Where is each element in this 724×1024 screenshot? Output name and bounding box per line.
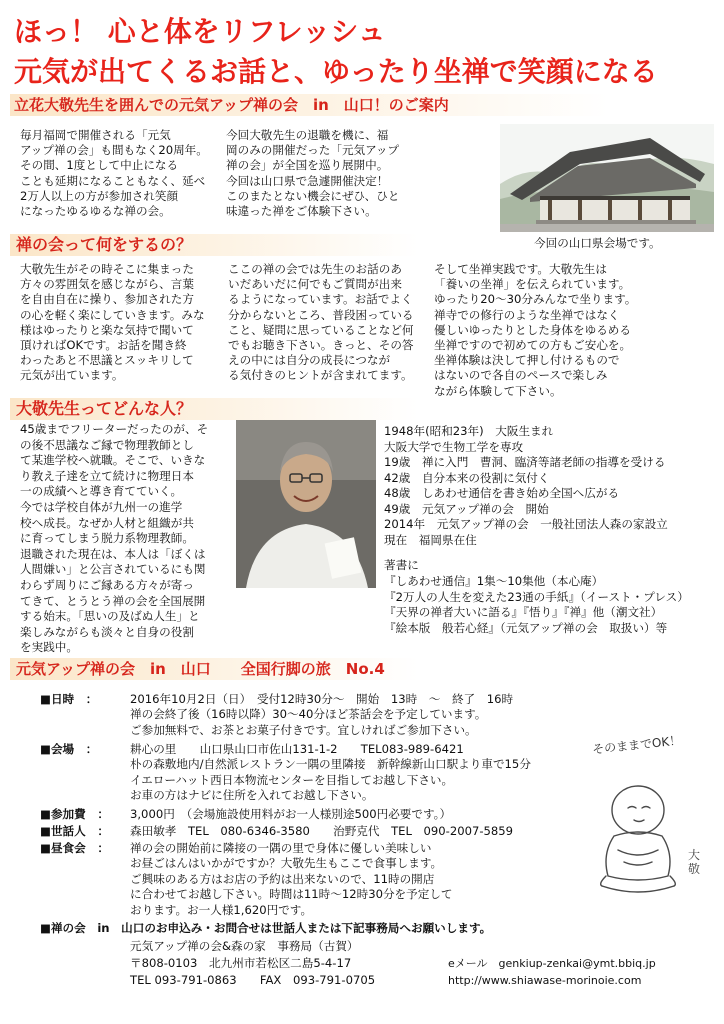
what-line: 大敬先生がその時そこに集まった — [20, 262, 194, 276]
timeline-item: 48歳 しあわせ通信を書き始め全国へ広がる — [384, 486, 620, 500]
venue-photo — [500, 124, 714, 232]
what-line: わったあと不思議とスッキリして — [20, 353, 194, 368]
what-line: 様はゆったりと楽な気持で聞いて — [20, 322, 194, 337]
timeline-item: 現在 福岡県在住 — [384, 532, 477, 547]
timeline-item: 42歳 自分本来の役割に気付く — [384, 470, 550, 485]
timeline-item: 49歳 元気アップ禅の会 開始 — [384, 501, 549, 516]
contact-heading: ■禅の会 in 山口のお申込み・お問合せは世話人または下記事務局へお願いします。 — [40, 921, 492, 935]
books-list — [384, 574, 714, 636]
org-tel-fax: TEL 093-791-0863 FAX 093-791-0705 — [130, 973, 376, 987]
bio-line: て某進学校へ就職。そこで、いきな — [20, 453, 206, 468]
intro-line: 今回大敬先生の退職を機に、福 — [226, 128, 389, 142]
timeline-item: 2014年 元気アップ禅の会 一般社団法人森の家設立 — [384, 517, 668, 531]
books-label: 著書に — [384, 558, 419, 572]
bio-line: 一の成績へと導き育てていく。 — [20, 484, 183, 499]
lunch-line: に合わせてお越し下さい。時間は11時～12時30分を予定して — [130, 887, 453, 902]
bio-line: に育ってしまう脱力系物理教師。 — [20, 531, 194, 546]
lunch-line: ご興味のある方はお店の予約は出来ないので、11時の開店 — [130, 871, 435, 886]
intro-line: ことも延期になることもなく、延べ — [20, 173, 206, 188]
book-item: 『絵本版 般若心経』（元気アップ禅の会 取扱い）等 — [384, 620, 668, 635]
intro-line: このまたとない機会にぜひ、ひと — [226, 188, 400, 203]
portrait-person-icon — [236, 420, 376, 588]
what-line: を自由自在に操り、参加された方 — [20, 292, 194, 307]
bio-line: 今では学校自体が九州一の進学 — [20, 499, 183, 514]
who-bio — [20, 422, 230, 656]
org-email: eメール genkiup-zenkai@ymt.bbiq.jp — [448, 957, 656, 970]
what-line: こと、疑問に思っていることなど何 — [228, 322, 414, 337]
org-url[interactable]: http://www.shiawase-morinoie.com — [448, 974, 642, 987]
timeline-item: 1948年(昭和23年) 大阪生まれ — [384, 424, 554, 438]
venue-line: 耕心の里 山口県山口市佐山131-1-2 TEL083-989-6421 — [130, 742, 464, 756]
what-line: 元気が出ています。 — [20, 368, 124, 383]
what-line: 「養いの坐禅」を伝えられています。 — [434, 277, 631, 292]
what-title: 禅の会って何をするの？ — [16, 235, 193, 254]
headline-line1: ほっ！ 心と体をリフレッシュ — [14, 15, 386, 48]
what-line: ながら体験して下さい。 — [434, 383, 562, 398]
venue-line: 朴の森敷地内/自然派レストラン一隅の里隣接 新幹線新山口駅より車で15分 — [130, 757, 531, 772]
venue-details — [130, 742, 531, 804]
what-line: 分からないところ、普段困っている — [228, 307, 414, 322]
what-line: 頂ければOKです。お話を聞き終 — [20, 338, 187, 353]
sitting-monk-icon — [588, 758, 716, 918]
intro-line: 今回は山口県で急遽開催決定！ — [226, 173, 389, 188]
illustration-signature: 大敬 — [688, 848, 701, 876]
bio-line: の後不思議なご縁で物理教師とし — [20, 437, 194, 452]
what-line: 禅寺での修行のような坐禅ではなく — [434, 307, 620, 322]
host-label: ■世話人 ： — [40, 824, 109, 838]
what-line: ここの禅の会では先生のお話のあ — [228, 262, 402, 276]
lunch-details — [130, 841, 453, 918]
venue-label: ■会場 ： — [40, 742, 98, 756]
what-col2 — [228, 262, 428, 384]
intro-line: 毎月福岡で開催される「元気 — [20, 128, 171, 142]
venue-line: イエローハット西日本物流センターを目指してお越し下さい。 — [130, 772, 454, 787]
venue-line: お車の方はナビに住所を入れてお越し下さい。 — [130, 788, 374, 803]
timeline — [384, 424, 714, 548]
temple-building-icon — [500, 124, 714, 232]
timeline-item: 19歳 禅に入門 曹洞、臨済等諸老師の指導を受ける — [384, 455, 666, 469]
intro-col2 — [226, 128, 416, 219]
intro-line: その間、1度として中止になる — [20, 158, 179, 173]
what-col3 — [434, 262, 654, 399]
who-title: 大敬先生ってどんな人？ — [16, 399, 193, 418]
date-line: 2016年10月2日（日） 受付12時30分～ 開始 13時 ～ 終了 16時 — [130, 692, 514, 706]
what-line: えの中には自分の成長につなが — [228, 353, 391, 368]
bio-line: する始末。「思いの及ばぬ人生」と — [20, 609, 200, 624]
date-line: ご参加無料で、お茶とお菓子付きです。宜しければご参加下さい。 — [130, 722, 477, 737]
book-item: 『2万人の人生を変えた23通の手紙』（イースト・プレス） — [384, 589, 689, 604]
what-col1 — [20, 262, 220, 384]
bio-line: を実践中。 — [20, 640, 78, 655]
org-name: 元気アップ禅の会&森の家 事務局（古賀） — [130, 939, 359, 953]
bio-line: 退職された現在は、本人は「ぼくは — [20, 546, 206, 561]
org-address: 〒808-0103 北九州市若松区二島5-4-17 — [130, 956, 352, 970]
bio-line: 人間嫌い」と公言されているにも関 — [20, 562, 206, 577]
fee-label: ■参加費 ： — [40, 807, 109, 821]
intro-title: 立花大敬先生を囲んでの元気アップ禅の会 in 山口！のご案内 — [14, 96, 449, 114]
what-line: る気付きのヒントが含まれてます。 — [228, 368, 413, 383]
intro-col1 — [20, 128, 215, 219]
lunch-line: お昼ごはんはいかがですか？大敬先生もここで食事します。 — [130, 856, 443, 871]
what-line: いだあいだに何でもご質問が出来 — [228, 277, 402, 292]
intro-line: 2万人以上の方が参加され笑顔 — [20, 188, 179, 203]
headline-line2: 元気が出てくるお話と、ゆったり坐禅で笑顔になる — [14, 55, 658, 88]
what-line: 優しいゆったりとした身体をゆるめる — [434, 322, 631, 337]
bio-line: 45歳までフリーターだったのが、そ — [20, 422, 209, 436]
lunch-line: おります。お一人様1,620円です。 — [130, 902, 313, 917]
date-line: 禅の会終了後（16時以降）30～40分ほど茶話会を予定しています。 — [130, 707, 487, 722]
bio-line: 楽しみながらも淡々と自身の役割 — [20, 624, 194, 639]
intro-line: になったゆるゆるな禅の会。 — [20, 204, 171, 219]
bio-line: てきて、とうとう禅の会を全国展開 — [20, 593, 206, 608]
what-line: の心を軽く楽にしていきます。みな — [20, 307, 205, 322]
bio-line: り教え子達を立て続けに物理日本 — [20, 468, 194, 483]
intro-line: 岡のみの開催だった「元気アップ — [226, 143, 400, 158]
what-line: 坐禅ですので初めての方もご安心を。 — [434, 338, 632, 353]
lunch-label: ■昼食会 ： — [40, 841, 109, 855]
what-line: 坐禅体験は決して押し付けるもので — [434, 353, 620, 368]
bio-line: わらず周りにご縁ある方々が寄っ — [20, 577, 194, 592]
monk-illustration — [588, 728, 716, 918]
book-item: 『しあわせ通信』1集～10集他（本心庵） — [384, 574, 604, 588]
intro-line: 禅の会」が全国を巡り展開中。 — [226, 158, 389, 173]
book-item: 『天界の禅者大いに語る』『悟り』『禅』他（潮文社） — [384, 605, 663, 619]
what-line: るようになっています。お話でよく — [228, 292, 413, 307]
teacher-portrait — [236, 420, 376, 588]
date-label: ■日時 ： — [40, 692, 98, 706]
what-line: そして坐禅実践です。大敬先生は — [434, 262, 607, 276]
what-line: はないので各自のペースで楽しみ — [434, 368, 608, 383]
what-line: ゆったり20～30分みんなで坐ります。 — [434, 292, 637, 307]
date-details — [130, 692, 513, 738]
intro-line: アップ禅の会」も間もなく20周年。 — [20, 143, 208, 158]
timeline-item: 大阪大学で生物工学を専攻 — [384, 439, 524, 454]
event-title: 元気アップ禅の会 in 山口 全国行脚の旅 No.4 — [16, 660, 385, 678]
what-line: でもお聴き下さい。きっと、その答 — [228, 338, 414, 353]
venue-photo-caption: 今回の山口県会場です。 — [534, 236, 661, 250]
illustration-bubble-text: そのままでOK！ — [591, 733, 682, 757]
fee-value: 3,000円 （会場施設使用料がお一人様別途500円必要です。） — [130, 807, 452, 821]
what-line: 方々の雰囲気を感じながら、言葉 — [20, 277, 194, 292]
intro-line: 味違った禅をご体験下さい。 — [226, 204, 377, 219]
host-value: 森田敏孝 TEL 080-6346-3580 治野克代 TEL 090-2007-5859 — [130, 824, 514, 838]
bio-line: 校へ成長。なぜか人材と組織が共 — [20, 515, 194, 530]
lunch-line: 禅の会の開始前に隣接の一隅の里で身体に優しい美味しい — [130, 841, 432, 855]
